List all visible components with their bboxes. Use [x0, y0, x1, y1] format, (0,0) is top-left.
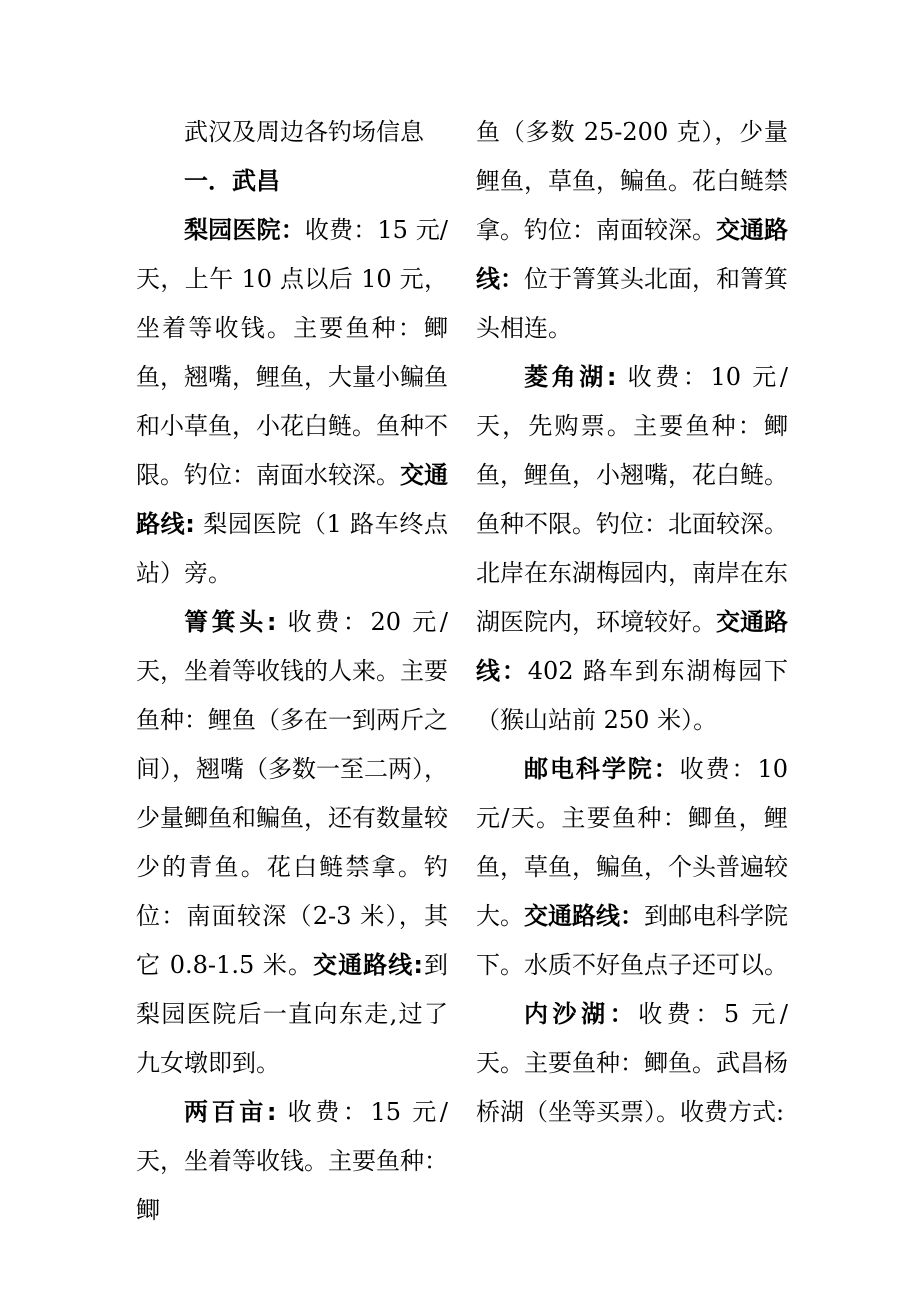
route-label: 交通路线： [476, 216, 788, 293]
entry-text-part1: 收费：15 元/天，坐着等收钱。主要鱼种：鲫 [136, 1098, 448, 1224]
entry-liangbaimu-part2 [476, 108, 788, 353]
route-label: 交通路线： [524, 902, 644, 930]
route-label: 交通路线： [476, 608, 788, 685]
entry-name: 箐箕头: [184, 608, 277, 636]
entry-text: 收费：20 元/天，坐着等收钱的人来。主要鱼种：鲤鱼（多在一到两斤之间），翘嘴（多数一至二两），少量鲫鱼和鳊鱼，还有数量较少的青鱼。花白鲢禁拿。钓位：南面较深（2-3 米），其它 0.8-1.5 米。 [136, 608, 448, 979]
route-text: 402 路车到东湖梅园下（猴山站前 250 米）。 [476, 657, 789, 734]
entry-lingjiao-lake [476, 353, 788, 745]
route-label: 交通路线: [136, 461, 448, 538]
section-heading: 一．武昌 [184, 167, 280, 195]
route-text: 梨园医院（1 路车终点站）旁。 [136, 510, 448, 587]
entry-text: 收费：10 元/天。主要鱼种：鲫鱼，鲤鱼，草鱼，鳊鱼，个头普遍较大。 [476, 755, 788, 930]
right-column [476, 108, 788, 1137]
entry-name: 邮电科学院： [524, 755, 680, 783]
entry-text-part2: 鱼（多数 25-200 克），少量鲤鱼，草鱼，鳊鱼。花白鲢禁拿。钓位：南面较深。 [476, 118, 788, 244]
entry-text: 收费：15 元/天，上午 10 点以后 10 元，坐着等收钱。主要鱼种：鲫鱼，翘嘴，鲤鱼，大量小鳊鱼和小草鱼，小花白鲢。鱼种不限。钓位：南面水较深。 [136, 216, 448, 489]
left-column [136, 108, 448, 1235]
document-title: 武汉及周边各钓场信息 [184, 118, 424, 146]
entry-name: 菱角湖: [524, 363, 617, 391]
route-label: 交通路线: [313, 951, 423, 979]
entry-name: 两百亩: [184, 1098, 277, 1126]
entry-post-science-institute [476, 745, 788, 990]
entry-liyuan-hospital [136, 206, 448, 598]
entry-name: 内沙湖： [524, 1000, 639, 1028]
entry-jingjitou [136, 598, 448, 1088]
entry-neisha-lake [476, 990, 788, 1137]
entry-liangbaimu-part1 [136, 1088, 448, 1235]
entry-text: 收费：10 元/天，先购票。主要鱼种：鲫鱼，鲤鱼，小翘嘴，花白鲢。鱼种不限。钓位：北面较深。北岸在东湖梅园内，南岸在东湖医院内，环境较好。 [476, 363, 788, 636]
entry-text: 收费：5 元/天。主要鱼种：鲫鱼。武昌杨桥湖（坐等买票）。收费方式: [476, 1000, 789, 1126]
route-text: 到邮电科学院下。水质不好鱼点子还可以。 [476, 902, 788, 979]
route-text: 到梨园医院后一直向东走,过了九女墩即到。 [136, 951, 448, 1077]
entry-name: 梨园医院： [184, 216, 305, 244]
route-text: 位于箐箕头北面，和箐箕头相连。 [476, 265, 788, 342]
